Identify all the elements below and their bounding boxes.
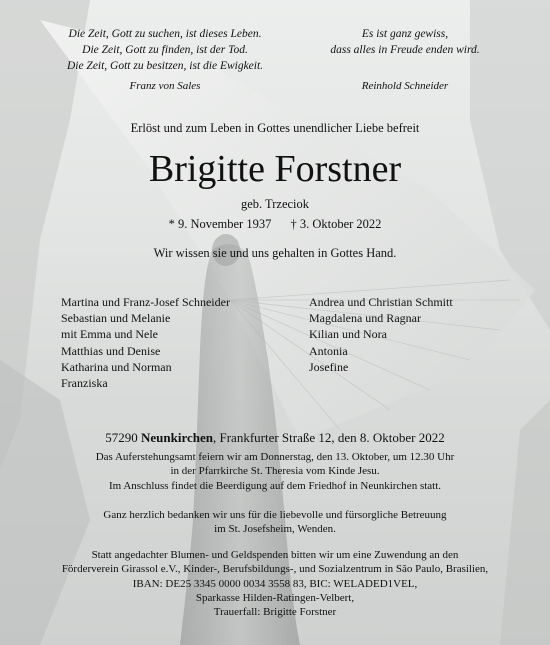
service-line: Das Auferstehungsamt feiern wir am Donnerstag, den 13. Oktober, um 12.30 Uhr xyxy=(95,451,455,463)
family-member: Franziska xyxy=(61,376,108,391)
quote-line: Die Zeit, Gott zu besitzen, ist die Ewigkeit. xyxy=(66,60,264,72)
family-member: mit Emma und Nele xyxy=(61,327,158,342)
family-member: Sebastian und Melanie xyxy=(61,311,171,326)
quote-franz-von-sales xyxy=(50,26,280,74)
service-details xyxy=(0,450,550,493)
family-member: Martina und Franz-Josef Schneider xyxy=(61,295,230,309)
town-name: Neunkirchen xyxy=(140,430,213,445)
maiden-name: geb. Trzeciok xyxy=(240,197,310,211)
service-line: in der Pfarrkirche St. Theresia vom Kinde Jesu. xyxy=(170,465,380,478)
thanks-line: Ganz herzlich bedanken wir uns für die liebevolle und fürsorgliche Betreuung xyxy=(103,509,447,521)
donation-line: Statt angedachter Blumen- und Geldspenden bitten wir um eine Zuwendung an den xyxy=(91,549,459,561)
family-member: Magdalena und Ragnar xyxy=(309,311,421,326)
family-member: Katharina und Norman xyxy=(61,359,172,374)
service-address xyxy=(0,430,550,446)
donation-line: Sparkasse Hilden-Ratingen-Velbert, xyxy=(195,591,355,604)
family-member: Antonia xyxy=(309,343,348,358)
postal-code: 57290 xyxy=(105,430,138,445)
family-member: Kilian und Nora xyxy=(309,327,387,342)
quote-line: Die Zeit, Gott zu suchen, ist dieses Leben. xyxy=(68,28,262,40)
birth-date: * 9. November 1937 xyxy=(168,217,272,231)
quote-line: dass alles in Freude enden wird. xyxy=(330,44,480,56)
thanks-note xyxy=(0,508,550,537)
quote-author-left: Franz von Sales xyxy=(129,80,201,92)
quote-reinhold-schneider xyxy=(300,26,510,58)
family-member: Andrea und Christian Schmitt xyxy=(309,295,453,309)
donation-line: Trauerfall: Brigitte Forstner xyxy=(213,606,337,619)
thanks-line: im St. Josefsheim, Wenden. xyxy=(214,523,336,536)
deceased-name: Brigitte Forstner xyxy=(148,148,402,190)
quote-line: Die Zeit, Gott zu finden, ist der Tod. xyxy=(82,44,248,56)
address-date: , Frankfurter Straße 12, den 8. Oktober 2022 xyxy=(212,430,445,445)
donation-note xyxy=(0,548,550,619)
family-list-right xyxy=(309,294,509,375)
life-dates xyxy=(0,217,550,232)
service-line: Im Anschluss findet die Beerdigung auf dem Friedhof in Neunkirchen statt. xyxy=(108,479,442,492)
death-date: † 3. Oktober 2022 xyxy=(290,217,382,231)
motto: Wir wissen sie und uns gehalten in Gottes Hand. xyxy=(153,246,397,260)
family-member: Matthias und Denise xyxy=(61,343,161,358)
donation-line: IBAN: DE25 3345 0000 0034 3558 83, BIC: WELADED1VEL, xyxy=(132,577,418,590)
quote-line: Es ist ganz gewiss, xyxy=(361,28,449,40)
family-member: Josefine xyxy=(309,359,349,374)
donation-line: Förderverein Girassol e.V., Kinder-, Berufsbildungs-, und Sozialzentrum in São Paulo, Brasilien, xyxy=(61,563,489,576)
quote-author-right: Reinhold Schneider xyxy=(361,80,449,92)
tagline: Erlöst und zum Leben in Gottes unendlicher Liebe befreit xyxy=(130,121,420,135)
family-list-left xyxy=(61,294,281,391)
